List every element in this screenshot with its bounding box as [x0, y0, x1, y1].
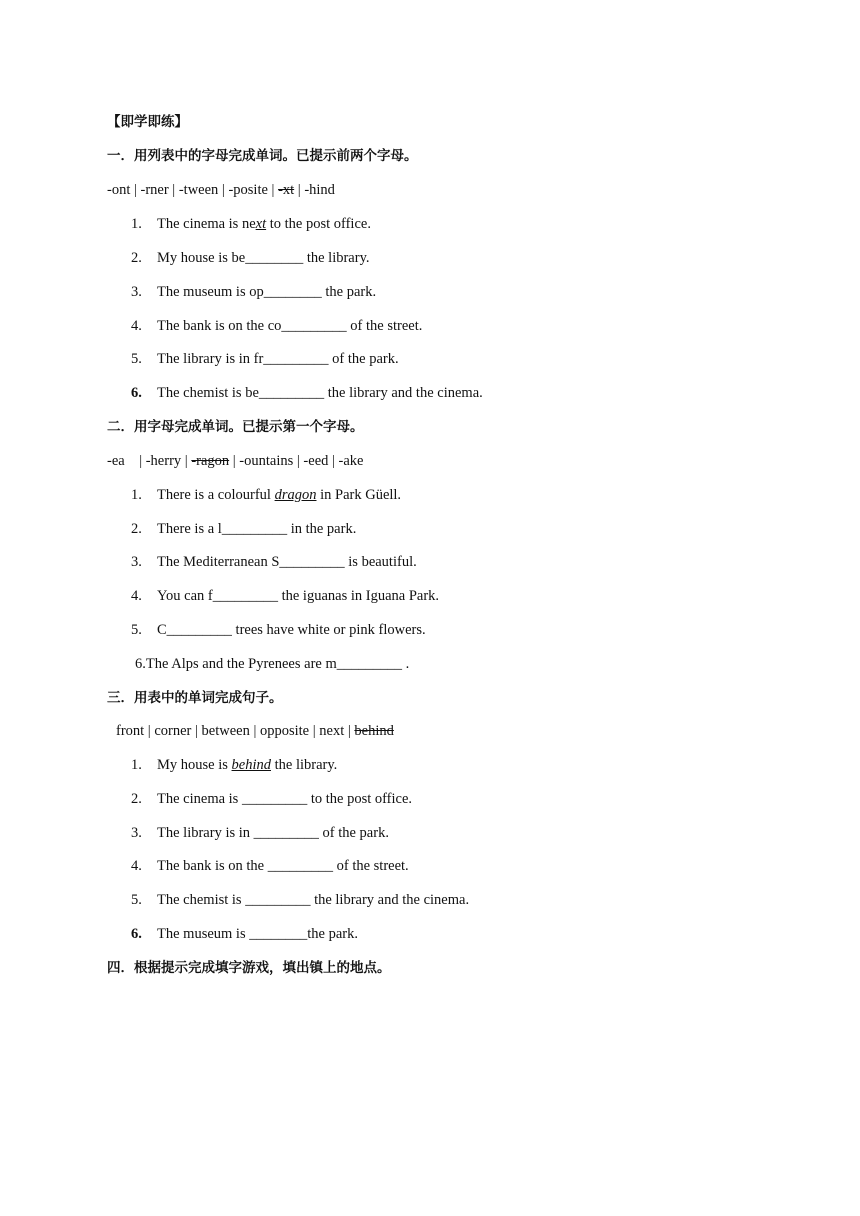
section3-word-options: front | corner | between | opposite | next | behind: [116, 723, 394, 739]
section2-word-options: -ea | -herry | -ragon | -ountains | -eed | -ake: [107, 453, 364, 469]
section1-item-3: 3. The museum is op________ the park.: [131, 284, 377, 300]
section1-item-5: 5. The library is in fr_________ of the park.: [131, 351, 399, 367]
section2-item-5: 5. C_________ trees have white or pink flowers.: [131, 622, 426, 638]
section3-item-5: 5. The chemist is _________ the library and the cinema.: [131, 892, 470, 908]
example-answer: xt: [255, 216, 267, 232]
example-answer: behind: [231, 757, 271, 773]
page-title: 【即学即练】: [107, 114, 188, 130]
section1-word-options: -ont | -rner | -tween | -posite | -xt | -hind: [107, 182, 335, 198]
section1-item-1: 1. The cinema is next to the post office.: [131, 216, 371, 232]
section1-heading: 一．用列表中的字母完成单词。已提示前两个字母。: [107, 148, 418, 164]
section3-item-6: 6. The museum is ________the park.: [131, 926, 358, 942]
section1-item-2: 2. My house is be________ the library.: [131, 250, 370, 266]
section3-item-4: 4. The bank is on the _________ of the street.: [131, 858, 409, 874]
section3-heading: 三．用表中的单词完成句子。: [107, 690, 283, 706]
example-answer: dragon: [274, 487, 317, 503]
section3-item-2: 2. The cinema is _________ to the post office.: [131, 791, 413, 807]
struck-option: behind: [354, 723, 394, 739]
section1-item-4: 4. The bank is on the co_________ of the street.: [131, 318, 423, 334]
section4-heading: 四．根据提示完成填字游戏，填出镇上的地点。: [107, 960, 391, 976]
section3-item-3: 3. The library is in _________ of the park.: [131, 825, 389, 841]
section2-item-4: 4. You can f_________ the iguanas in Iguana Park.: [131, 588, 440, 604]
section2-item-2: 2. There is a l_________ in the park.: [131, 521, 357, 537]
section3-item-1: 1. My house is behind the library.: [131, 757, 338, 773]
section2-item-3: 3. The Mediterranean S_________ is beautiful.: [131, 554, 417, 570]
section2-item-1: 1. There is a colourful dragon in Park Güell.: [131, 487, 402, 503]
section1-item-6: 6. The chemist is be_________ the library and the cinema.: [131, 385, 483, 401]
struck-option: -ragon: [191, 453, 230, 469]
section2-heading: 二．用字母完成单词。已提示第一个字母。: [107, 419, 364, 435]
struck-option: -xt: [278, 182, 295, 198]
section2-item-6: 6.The Alps and the Pyrenees are m_________ .: [135, 656, 410, 672]
